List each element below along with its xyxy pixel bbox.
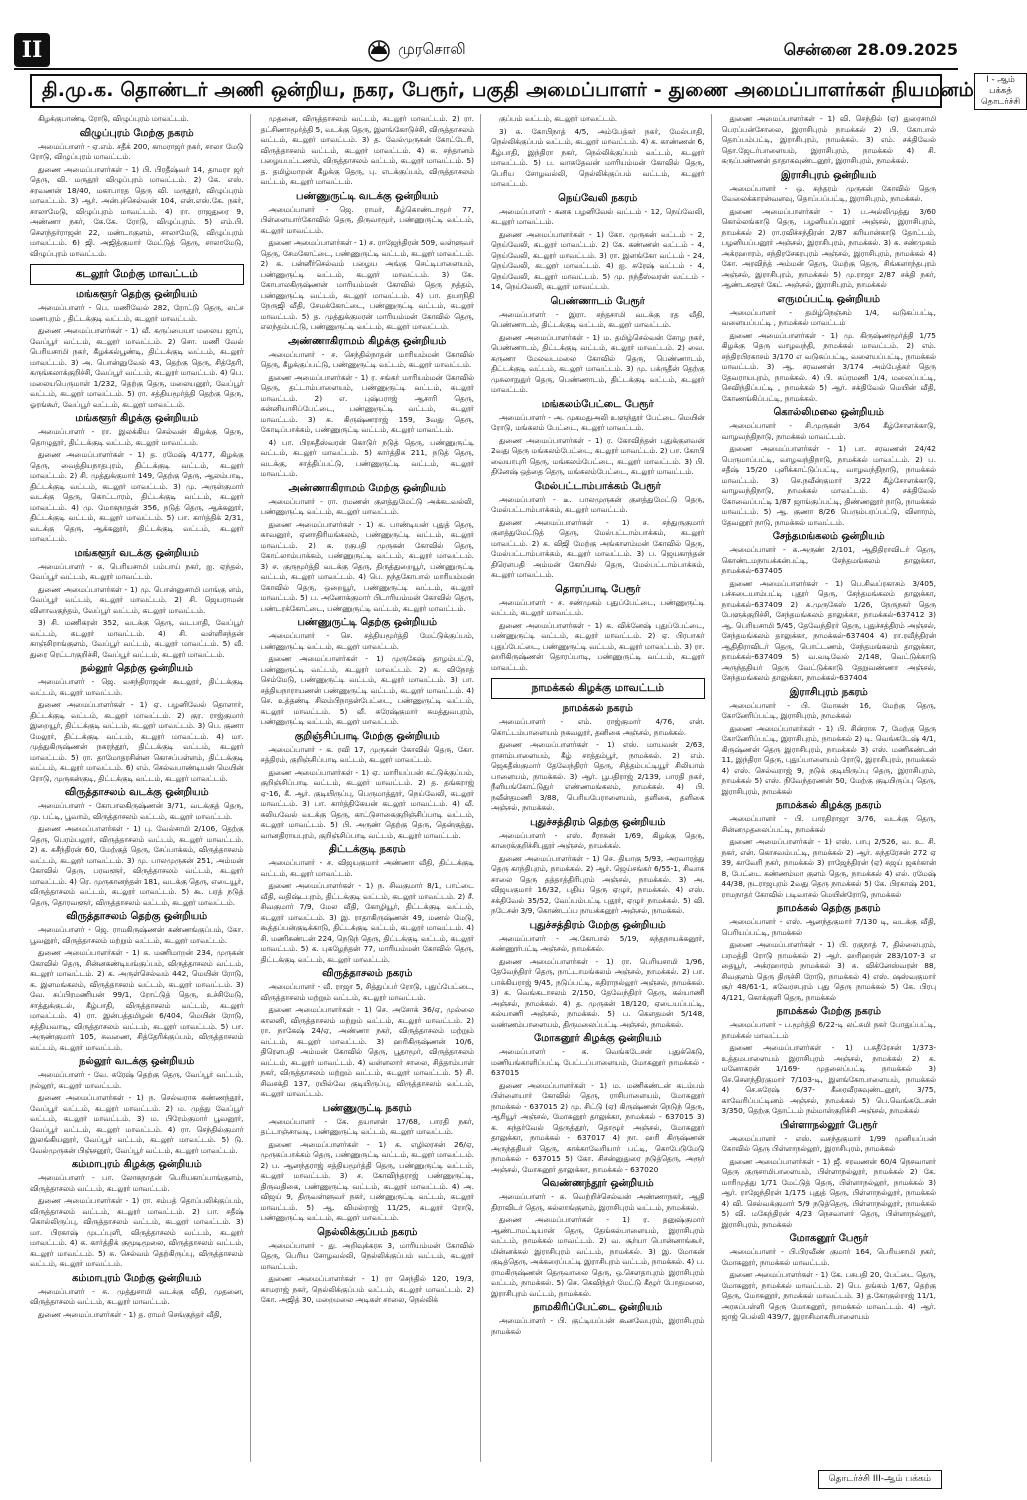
section-block (491, 481, 705, 581)
paragraph: அமைப்பாளர் - ஜெ. வசந்திராஜன் கூடலூர், திட்டக்குடி வட்டம், கடலூர் மாவட்டம். (30, 677, 244, 697)
paragraph: துணை அமைப்பாளர்கள் - 1) த. ராமர் செங்குந்தர் வீதி, (38, 1309, 222, 1319)
section-block (722, 1006, 937, 1117)
section-block (261, 1103, 475, 1224)
section-block (491, 1178, 705, 1299)
paragraph: துணை அமைப்பாளர்கள் - 1) ஏ. பழனிவேல் தொளார், திட்டக்குடி வட்டம், கடலூர் மாவட்டம். 2) குர. ராஜ்குமார் இறையூர், திட்டக்குடி வட்டம், கடலூர் மாவட்டம். 3) பெ. குணா மேலூர், திட்டக்குடி வட்டம், கடலூர் மாவட்டம். 4) மா. முத்துகிருஷ்ணன் நகரந்தூர், திட்டக்குடி வட்டம், கடலூர் மாவட்டம். 5) ரா. தாமோதரசின்ன கொசப்பள்ளம், திட்டக்குடி வட்டம், கடலூர் மாவட்டம். 6) எம். செல்வபாண்டியன் மெயின் ரோடு, முருகன்குடி, திட்டக்குடி வட்டம், கடலூர் மாவட்டம். (30, 700, 244, 783)
paragraph: துணை அமைப்பாளர்கள் - 1) ம. மணிகண்டன் கடம்பம் பிள்ளையார் கோவில் தெரு, ராசிபாளையம், மோகனூர் நாமக்கல் - 637015 2) மு. சிட்டு (ஏ) கிருஷ்ணன் நெடுந் தெரு, ஆரியூர் அஞ்சல், மோகனூர் தாலுக்கா, நாமக்கல் - 637015 3) க. சுந்தர்வேல் தெருத்தூர், தொழூர் அஞ்சல், மோகனூர் தாலுக்கா, நாமக்கல் - 637017 4) நா. ஹரி கிருஷ்ணன் அருந்ததியர் தெரு, காக்காவேரியார் பட்டி, கொபேடுமேடு நாமக்கல் - 637015 5) கோ. சிசன்னுதுரை நடுத்தெரு, அரூர் அஞ்சல், மோகனூர் தாலுக்கா, நாமக்கல் - 637020 (491, 1080, 705, 1174)
paragraph: துணை அமைப்பாளர்கள் - 1) க. விக்னேஷ் புதுப்பேட்டை, பண்ணுருட்டி வட்டம், கடலூர் மாவட்டம். 2) ஏ. பிரபாகர் புதுப்பேட்டை, பண்ணுருட்டி வட்டம், கடலூர் மாவட்டம். 3) ரா. ஹரிகிருஷ்ணன் தொரப்பாடி, பண்ணுருட்டி வட்டம், கடலூர் மாவட்டம். (491, 620, 705, 672)
section-block (491, 817, 705, 917)
section-block (722, 170, 937, 291)
paragraph: அமைப்பாளர் - இரா. சந்தசாமி வடக்கு ரத வீதி, பெண்ணாடம், திட்டக்குடி வட்டம், கடலூர் மாவட்டம். (491, 309, 705, 329)
paragraph: 3) சி. மணிகரன் 352, வடக்கு தெரு, வடபாதி, வேப்பூர் வட்டம், கடலூர் மாவட்டம். 4) சி. வள்ளிசந்தன் காஞ்சிராங்குளம், வேப்பூர் வட்டம், கடலூர் மாவட்டம். 5) வீ. துரை ரெட்டாகுறிச்சி, வேப்பூர் வட்டம், கடலூர் மாவட்டம். (30, 618, 244, 659)
section-block (491, 584, 705, 674)
paragraph: துணை அமைப்பாளர்கள் - 1) ந. செல்வராசு கண்ணந்தூர், வேப்பூர் வட்டம், கடலூர் மாவட்டம். 2) ம. முத்து வேப்பூர் வட்டம், கடலூர் மாவட்டம். 3) ம. பிரேம்குமார் பூவனூர், வேப்பூர் வட்டம், கடலூர் மாவட்டம். 4) ரா. செந்தில்குமார் இலங்கியனூர், வேப்பூர் வட்டம், கடலூர் மாவட்டம். 5) டு. வேல்முருகன் பிஞ்சனூர், வேப்பூர் வட்டம், கடலூர் மாவட்டம். (30, 1093, 244, 1155)
section-heading: விருத்தாசலம் தெற்கு ஒன்றியம் (66, 911, 208, 922)
continued-on-label: தொடர்ச்சி III-ஆம் பக்கம் (818, 1470, 942, 1489)
paragraph: துணை அமைப்பாளர்கள் - 1) வி. செந்தில் (ஏ) துரைசாமி பெரப்பன்சோலை, இராசிபுரம் நாமக்கல் 2) பி. கோபால் தொப்பம்பட்டி, இராசிபுரம், நாமக்கல். 3) எம். சக்திவேல் தொ.ஜேடர்பாளையம், இராசிபுரம், நாமக்கல் 4) சி. கருப்பண்ணன் தாதாகவுண்டனூர், இராசிபுரம், நாமக்கல். (721, 114, 936, 165)
paragraph: அமைப்பாளர் - பா. லோகநாதன் பெரியகாப்பாங்குளம், விருத்தாசலம் வட்டம், கடலூர் மாவட்டம். (30, 1173, 244, 1193)
section-block (261, 114, 475, 188)
paragraph: அமைப்பாளர் - க. ரவி 17, முருகன் கோவில் தெரு, கோ. சத்திரம், குறிஞ்சிப்பாடி வட்டம், கடலூர் மாவட்டம். (260, 744, 474, 764)
paragraph: அமைப்பாளர் - தமிழ்நெஞ்சம் 1/4, வடுகப்பட்டி, வளையப்பட்டி , நாமக்கல் மாவட்டம் (721, 307, 936, 327)
paragraph: அமைப்பாளர் - கனக பழனிவேல் வட்டம் - 12, நெய்வேலி, கடலூர் மாவட்டம். (491, 206, 705, 226)
text-column (30, 114, 251, 1462)
section-heading: மங்களூர் கிழக்கு ஒன்றியம் (75, 413, 199, 424)
paragraph: துணை அமைப்பாளர்கள் - 1) பா. சரவணன் 24/42 பெருமாப்பட்டி, வாழவந்திநாடு, நாமக்கல் மாவட்டம். 2) ப. சதீஷ் 15/20 புளிக்காட்டுப்பட்டி, வாழவந்திநாடு, நாமக்கல் மாவட்டம். 3) செ.நவீன்குமார் 3/22 கீழ்சோளக்காடு, வாழவந்திநாடு, நாமக்கல் மாவட்டம். 4) சக்திவேல் கோவைப்பட்டி 1/87 ஜாங்குப்பட்டி, திண்ணனூர் நாடு, நாமக்கல் மாவட்டம். 5) ஆ. குணா 8/26 பெரும்பரப்பட்டு, விளாரம், தேவனூர் நாடு, நாமக்கல் மாவட்டம். (721, 444, 936, 527)
paragraph: அமைப்பாளர் - கே. தயாளன் 17/68, பாரதி நகர், தட்டாஞ்சாவடி, பண்ணுருட்டி வட்டம், கடலூர் மாவட்டம். (260, 1116, 474, 1136)
dateline: சென்னை 28.09.2025 (783, 39, 958, 59)
section-heading: வெண்ணந்தூர் ஒன்றியம் (541, 1178, 654, 1189)
section-block (491, 703, 705, 814)
paragraph: முதனை, விருத்தாசலம் வட்டம், கடலூர் மாவட்டம். 2) ரா. தட்சிணாமூர்த்தி 5, வடக்கு தெரு, இளங்கோடுச்சி, விருத்தாசலம் வட்டம், கடலூர் மாவட்டம். 3) த. வேல்முருகன் கோட்டேரி, விருத்தாசலம் வட்டம், கடலூர் மாவட்டம். 4) க. சந்தானம் பழையபட்டணம், விருத்தாசலம் வட்டம், கடலூர் மாவட்டம். 5) த. தமிழ்மாறன் கீழக்கு தெரு, பு. எடக்குப்பம், விருத்தாசலம் வட்டம், கடலூர் மாவட்டம். (260, 114, 474, 186)
section-heading: மேல்பட்டாம்பாக்கம் பேரூர் (534, 480, 661, 492)
paragraph: துணை அமைப்பாளர்கள் - 1) பெ.சிவப்ரகாசம் 3/405, பச்சுடையாம்பட்டி புதூர் தெரு, சேந்தமங்கலம் தாலுக்கா, நாமக்கல்-637409 2) சு.முருகேஸ் 1/26, நேருநகர் தெரு பேளுக்குறிச்சி, சேந்தமங்கலம் தாலுக்கா, நாமக்கல்-637412 3) ஆ. பெரியசாமி 5/45, தேவேந்திரர் தெரு, புதுச்சத்திரம் அஞ்சல், சேந்தமங்கலம் தாலுக்கா, நாமக்கல்-637404 4) ரா.ரவீந்திரன் ஆதிதிராவிடர் தெரு, பொட்டணம், சேந்தமங்கலம் தாலுக்கா, நாமக்கல்-637409 5) வ.வடிவேல் 2/148, வெட்டுக்காடு அருந்ததியர் தெரு வேட்டுக்காடு தேறுவண்ணா அஞ்சல், சேந்தமங்கலம் தாலுக்கா, நாமக்கல்-637404 (721, 578, 936, 682)
paragraph: துணை அமைப்பாளர்கள் - 1) ரா. பெரியசாமி 1/96, தேவேந்திரர் தெரு, நாட்டாமங்கலம் அஞ்சல், நாமக்கல். 2) பா. பாக்கியராஜ் 9/45, நடுப்பட்டி, கதிராநல்லூர் அஞ்சல், நாமக்கல். 3) க. வெங்கடாசலம் 2/150, தேவேந்திரர் தெரு, கல்யாணி அஞ்சல், நாமக்கல். 4) த. முருகன் 18/120, ஏடையப்பட்டி, கல்யாணி அஞ்சல், நாமக்கல். 5) ப. கௌதமன் 5/148, வண்ணம்பாளையம், திருமலைப்பட்டி அஞ்சல், நாமக்கல். (491, 956, 705, 1029)
section-heading: புதுச்சத்திரம் தெற்கு ஒன்றியம் (530, 816, 666, 828)
paper-brand (368, 39, 466, 61)
section-heading: குறிஞ்சிப்பாடி மேற்கு ஒன்றியம் (294, 730, 440, 742)
section-heading: இராசிபுரம் ஒன்றியம் (781, 169, 877, 181)
rising-sun-icon (368, 39, 390, 61)
text-column (261, 114, 482, 1462)
section-heading: விழுப்புரம் மேற்கு நகரம் (79, 127, 194, 139)
paragraph: துணை அமைப்பாளர்கள் - 1) ஜீ. சரவணன் 60/4 நெசவாளர் தெரு குருசாமிபாளையம், பிள்ளாநல்லூர், நாமக்கல் 2) கே. மாரிமுத்து 1/71 மேட்டுத் தெரு, பிள்ளாநல்லூர், நாமக்கல் 3) ஆர். ராஜேந்திரன் 1/175 புதுத் தெரு, பிள்ளாநல்லூர், நாமக்கல் 4) வி. செல்வக்குமார் 5/9 நடுத்தெரு, பிள்ளாநல்லூர், நாமக்கல் 5) வி. மகேந்திரன் 4/23 நெசவாளர் தெரு, பிள்ளாநல்லூர், இராசிபுரம், நாமக்கல் (721, 1156, 936, 1229)
section-block (30, 787, 244, 908)
paragraph: அமைப்பாளர் - வீ. ராஜா 5, சித்துப்பர் ரோடு, புதுப்பேட்டை, விருத்தாசலம் மற்றும் வட்டம், கடலூர் மாவட்டம். (260, 982, 474, 1002)
section-heading: பண்ணுருட்டி தெற்கு ஒன்றியம் (297, 617, 438, 628)
paragraph: அமைப்பாளர் - ரா. இலக்கிய செல்வன் கிழக்கு தெரு, தொழுதூர், திட்டக்குடி வட்டம், கடலூர் மாவட்டம். (30, 427, 244, 447)
section-block (722, 687, 937, 798)
paragraph: அமைப்பாளர் - அ.கோபால் 5/19, சுந்தநாயக்கனூர், கண்ணூர்பட்டி அஞ்சல், நாமக்கல். (491, 933, 705, 953)
section-heading: நல்லூர் வடக்கு ஒன்றியம் (79, 1056, 195, 1067)
paragraph: அமைப்பாளர் - சு.அருண் 2/101, ஆதிதிராவிடர் தெரு, கொண்டமநாயக்கன்பட்டி, சேந்தமங்கலம் தாலுக்கா, நாமக்கல்-637405 (721, 545, 936, 575)
paragraph: அமைப்பாளர் - சு. பெரியசாமி பம்பாய் நகர், ஐ. ஏந்தல், வேப்பூர் வட்டம், கடலூர் மாவட்டம். (30, 561, 244, 581)
paragraph: அமைப்பாளர் - பி. மோகன் 16, மேற்கு தெரு, கோனேரிப்பட்டி, இராசிபுரம், நாமக்கல் (721, 700, 936, 720)
paragraph: துணை அமைப்பாளர்கள் - 1) க. மணிமாறன் 234, முருகன் கோவில் தெரு, சின்னகண்டியங்குப்பம், விருத்தாசலம் வட்டம், கடலூர் மாவட்டம். 2) க. அருள்செல்வம் 442, மெயின் ரோடு, க. இளமங்கலம், விருத்தாசலம் வட்டம், கடலூர் மாவட்டம். 3) வே. சுப்பிரமணியன் 99/1, ரோட்டுத் தெரு, உச்சிமேடு, சாத்துக்குடல், கீழ்பாதி, விருத்தாசலம் வட்டம், கடலூர் மாவட்டம். 4) ரா. இன்பத்தமிழன் 6/404, மெயின் ரோடு, சத்தியவாடி, விருத்தாசலம் வட்டம், கடலூர் மாவட்டம். 5) பா. அருண்குமார் 105, சுவணை, சித்தேரிக்குப்பம், விருத்தாசலம் வட்டம், கடலூர் மாவட்டம். (30, 948, 244, 1052)
paragraph: அமைப்பாளர் - பி.பிரவீண் குமார் 164, பெரியசாமி நகர், மோகனூர், நாமக்கல் மாவட்டம். (721, 1247, 936, 1267)
section-heading: பெண்ணாடம் பேரூர் (550, 295, 646, 307)
paragraph: துணை அமைப்பாளர்கள் - 1) கோ. முருகன் வட்டம் - 2, நெய்வேலி, கடலூர் மாவட்டம். 2) கே. கண்ணன் வட்டம் - 4, நெய்வேலி, கடலூர் மாவட்டம். 3) ரா. இளங்கோ வட்டம் - 24, நெய்வேலி, கடலூர் மாவட்டம். 4) ஐ. சுரேஷ் வட்டம் - 4, நெய்வேலி, கடலூர் மாவட்டம். 5) மு. நந்தீஸ்வரன் வட்டம் - 14, நெய்வேலி, கடலூர் மாவட்டம். (491, 229, 705, 291)
paragraph: துணை அமைப்பாளர்கள் - 1) த. ரமேஷ் 4/177, கிழக்கு தெரு, வைத்தியநாதபுரம், திட்டக்குடி வட்டம், கடலூர் மாவட்டம். 2) சி. முத்துக்குமார் 149, தெற்கு தெரு, ஆலம்பாடி, திட்டக்குடி வட்டம், கடலூர் மாவட்டம். 3) மு. அருள்குமார் வடக்கு தெரு, கொட்டாரம், திட்டக்குடி வட்டம், கடலூர் மாவட்டம். 4) மு. மோகநாதன் 356, நடுத் தெரு, ஆக்கனூர், திட்டக்குடி வட்டம், கடலூர் மாவட்டம். 5) பா. கார்த்திக் 2/31, வடக்கு தெரு, ஆக்கனூர், திட்டக்குடி வட்டம், கடலூர் மாவட்டம். (30, 450, 244, 543)
paragraph: அமைப்பாளர் - பி. பாரதிராஜா 3/76, வடக்கு தெரு, சின்னமுதலைப்பட்டி, நாமக்கல் (721, 814, 936, 834)
article-columns (30, 114, 942, 1462)
paragraph: துணை அமைப்பாளர்கள் - 1) எஸ். மாயவன் 2/63, ராசாம்பாளையம், கீழ் சாத்தம்பூர், நாமக்கல். 2) எம். ஜெகதீஸ்குமார் தேவேந்திரர் தெரு, சித்தம்பட்டியூர் சிலியாம் பாளையம், நாமக்கல். 3) ஆர். பூபதிராஜ் 2/139, பாரதி நகர், நீளியங்கோட்டுதுர் எண்ணமங்கலம், நாமக்கல். 4) பி. நவீன்தமணி 3/88, பெரியபேராளையம், தளிகை, தளிகை அஞ்சல், நாமக்கல். (491, 740, 705, 812)
section-heading: மோகனூர் கிழக்கு ஒன்றியம் (534, 1033, 662, 1044)
paragraph: அமைப்பாளர் - ச. விஜயகுமார் அண்ணா வீதி, திட்டக்குடி வட்டம், கடலூர் மாவட்டம். (260, 858, 474, 878)
section-block (722, 800, 937, 900)
paragraph: அமைப்பாளர் - சு. முத்துசாமி வடக்கு வீதி, முதனை, விருத்தாசலம் வட்டம், கடலூர் மாவட்டம். (30, 1286, 244, 1306)
section-heading: சேந்தமங்கலம் ஒன்றியம் (772, 531, 885, 542)
section-block (491, 399, 705, 478)
section-heading: விருத்தாசலம் வடக்கு ஒன்றியம் (64, 787, 209, 798)
paragraph: அமைப்பாளர் - ச. செந்தில்நாதன் மாரியம்மன் கோவில் தெரு, கீழக்குப்பட்டு, பண்ணுருட்டி வட்டம், கடலூர் மாவட்டம். (260, 349, 474, 369)
section-heading: நெல்லிக்குப்பம் நகரம் (317, 1226, 418, 1238)
paragraph: அமைப்பாளர் - சு. வெற்றிச்செல்வன் அண்ணாநகர், ஆதி திராவிடர் தெரு, கல்லாங்குளம், இராசிபுரம் வட்டம், நாமக்கல். (491, 1192, 705, 1212)
section-block (30, 413, 244, 545)
section-block (722, 903, 937, 1003)
section-block (491, 678, 705, 699)
section-block (30, 1056, 244, 1156)
paragraph: துணை அமைப்பாளர்கள் - 1) ம. தமிழ்செல்வன் சோழ நகர், பெண்ணாடம், திட்டக்குடி வட்டம், கடலூர் மாவட்டம். 2) வை. கருணா மேலவடமலை கோவில் தெரு, பெண்ணாடம், திட்டக்குடி வட்டம், கடலூர் மாவட்டம். 3) மு. பக்ருதீன் தெற்கு முசுலாநுதுர் தெரு, பெண்ணாடம், திட்டக்குடி வட்டம், கடலூர் மாவட்டம். (491, 332, 705, 394)
paragraph: அமைப்பாளர் - சி.முருகன் 3/64 கீழ்சோளக்காடு, வாழவந்திநாடு, நாமக்கல் மாவட்டம். (721, 421, 936, 441)
section-block (30, 114, 244, 125)
continued-from-label: I - ஆம் பக்கத் தொடர்ச்சி (974, 73, 1027, 110)
paragraph: துணை அமைப்பாளர்கள் - 1) ரா செந்தில் 120, 19/3, காமராஜ் நகர், நெல்லிக்குப்பம் வட்டம், கடலூர் மாவட்டம். 2) கோ. அஜித் 30, மறைமலை அடிகள் சாலை, நெல்லிக் (260, 1274, 474, 1304)
paragraph: துணை அமைப்பாளர்கள் - 1) ர. கோவிந்தன் புதுக்குளவன் 2வது தெரு மங்கலம்பேட்டை, கடலூர் மாவட்டம். 2) பா. கோபி வையாபுரி தெரு, மங்கலம்பேட்டை, கடலூர் மாவட்டம். 3) பி. தினேஷ் ஒத்தை தெரு, மங்கலம்பேட்டை, கடலூர் மாவட்டம். (491, 435, 705, 476)
section-block (491, 920, 705, 1031)
paragraph: அமைப்பாளர் - ஏ.எம். சதீக் 200, காமராஜர் நகர், சாலா மேடு ரோடு, விழுப்புரம் மாவட்டம். (30, 141, 244, 161)
district-heading: கடலூர் மேற்கு மாவட்டம் (30, 264, 244, 285)
paragraph: துணை அமைப்பாளர்கள் - 1) எஸ். பாபு 2/526, வ. உ. சி. நகர், என். கொசவம்பட்டி, நாமக்கல் 2) ஆர். சுந்தரேசன் 272 ஏ 39, காவேரி நகர், நாமக்கல் 3) ராஜேந்திரன் (ஏ) சுஜய் ஜகர்கான் 8, பேட்டை கண்ணம்மா குளம் தெரு, நாமக்கல் 4) எல். ரமேஷ் 44/38, நடராஜபுரம் 2வது தெரு நாமக்கல் 5) கே. பிரகாஷ் 201, ராமநாதர் கோவில் படிவாசல் மெயின்ரோடு, நாமக்கல் (721, 837, 936, 899)
section-heading: திட்டக்குடி நகரம் (328, 844, 406, 855)
section-heading: பண்ணுருட்டி வடக்கு ஒன்றியம் (296, 190, 439, 202)
paragraph: துணை அமைப்பாளர்கள் - 1) பு. வேல்சாமி 2/106, தெற்கு தெரு, பெரம்பலூர், விருத்தாசலம் வட்டம், கடலூர் மாவட்டம். 2) க. சுசீந்திரன் 60, மேற்குத் தெரு, சேப்பாக்கம், விருத்தாசலம் வட்டம், கடலூர் மாவட்டம். 3) மு. பாலமுருகன் 251, அம்மன் கோவில் தெரு, பரவளூர், விருத்தாசலம் வட்டம், கடலூர் மாவட்டம். 4) ரெ. முருகானந்தன் 181, வடக்கு தெரு, எடையூர், விருத்தாசலம் வட்டம், கடலூர் மாவட்டம். 5) கூ. பரத் நடுத் தெரு, தொரவளூர், விருத்தாசலம் வட்டம், கடலூர் மாவட்டம். (30, 824, 244, 907)
paragraph: அமைப்பாளர் - செ. சத்தியமூர்த்தி மேட்டுக்குப்பம், பண்ணுருட்டி வட்டம், கடலூர் மாவட்டம். (260, 631, 474, 651)
section-heading: மங்கலம்பேட்டை பேரூர் (541, 398, 654, 410)
section-block (30, 663, 244, 784)
paragraph: அமைப்பாளர் - பெ. மணிவேல் 282, ரோட்டு தெரு, லட்ச மணபுரம் , திட்டக்குடி வட்டம், கடலூர் மாவட்டம். (30, 303, 244, 323)
section-heading: நாமகிரிப்பேட்டை ஒன்றியம் (533, 1302, 663, 1313)
section-heading: மங்களூர் தெற்கு ஒன்றியம் (76, 289, 198, 300)
paper-name: முரசொலி (398, 40, 466, 58)
paragraph: துணை அமைப்பாளர்கள் - 1) பி. ரகுநாத் 7, தில்லைபுரம், பரமத்தி ரோடு நாமக்கல் 2) ஆர். ஹரிஹரன் 283/107-3 எ தையூர், அக்ரஹாரம் நாமக்கல் 3) சு. விக்னேஸ்வரன் 88, சிவகுளம் தெரு திருச்சி ரோடு, நாமக்கல் 4) எஸ். ஷஸ்வகுமார் சூர் 48/61-1, கவேரசபுரம் புது தெரு நாமக்கல் 5) கே. பிரபு 4/121, கொக்குளி தெரு, நாமக்கல் (721, 940, 936, 1002)
paragraph: துணை அமைப்பாளர்கள் - 1) ரா. சம்பத் தொப்பலிக்குப்பம், விருத்தாசலம் வட்டம், கடலூர் மாவட்டம். 2) பா. சதீஷ் கொல்லிருப்பு, விருத்தாசலம் வட்டம், கடலூர் மாவட்டம். 3) மா. பிரகாஷ் முடப்புளி, விருத்தாசலம் வட்டம், கடலூர் மாவட்டம். 4) க. கார்த்திக் குமூடிமூலை, விருத்தாசலம் வட்டம், கடலூர் மாவட்டம். 5) சு. செல்வம் தெற்கிருப்பு, விருத்தாசலம் வட்டம், கடலூர் மாவட்டம். (30, 1196, 244, 1268)
section-block (261, 731, 475, 842)
headline-box (30, 74, 1021, 108)
paragraph: அமைப்பாளர் - து. அறிவுக்கரசு 3, மாரியம்மன் கோவில் தெரு, பெரிய சோழவல்லி, நெல்லிக்குப்பம் வட்டம், கடலூர் மாவட்டம். (260, 1240, 474, 1271)
paragraph: 4) பா. பிரசுதீஸ்வரன் கொடுர் நடுத் தெரு, பண்ணுருட்டி வட்டம், கடலூர் மாவட்டம். 5) கார்த்திசு 211, நடுத் தெரு, வடக்கு, சாத்திப்பட்டு, பண்ணுருட்டி வட்டம், கடலூர் மாவட்டம். (260, 437, 474, 478)
section-heading: புதுச்சத்திரம் மேற்கு ஒன்றியம் (529, 919, 666, 931)
paragraph: துணை அமைப்பாளர்கள் - 1) ர. சங்கர் மாரியம்மன் கோவில் தெரு, தட்டாம்பாளையம், பண்ணுருட்டி வட்டம், கடலூர் மாவட்டம். 2) எ. புஷ்பராஜ் ஆசாரி தெரு, கன்னியாசிப்பேட்டை, பண்ணுருட்டி வட்டம், கடலூர் மாவட்டம். 3) சு. கிருஷ்ணராஜ் 159, 3வது தெரு, கோடிப்பாக்கம், பண்ணுருட்டி வட்டம், கடலூர் மாவட்டம். (260, 372, 474, 434)
paragraph: துணை அமைப்பாளர்கள் - 1) ச. ராஜேந்திரன் 509, வள்ளுவர் தெரு, சேமகோட்டை, பண்ணுருட்டி வட்டம், கடலூர் மாவட்டம். 2) க. பன்னீர்செல்வம் பழைய அங்கு செட்டிபாளையம், பண்ணுருட்டி வட்டம், கடலூர் மாவட்டம். 3) கே. கோபாலகிருஷ்ணன் மாரியம்மன் கோவில் தெரு நத்தம், பண்ணுருட்டி வட்டம், கடலூர் மாவட்டம். 4) பா. தயாநிதி நேருஜி வீதி, சேமக்கோட்டை, பண்ணுருட்டி வட்டம், கடலூர் மாவட்டம். 5) த. முத்துக்குமரன் மாரியம்மன் கோவில் தெரு, எலந்தம்பட்டு, பண்ணுருட்டி வட்டம், கடலூர் மாவட்டம். (260, 238, 474, 331)
paragraph: அமைப்பாளர் - ஜெ. ராமர், கீழ்கொண்டாமூர் 77, பிள்ளையார்கோவில் தெரு, திருவாமூர், பண்ணுருட்டி வட்டம், கடலூர் மாவட்டம். (260, 204, 474, 235)
section-block (30, 911, 244, 1053)
section-block (722, 1120, 937, 1231)
paragraph: துணை அமைப்பாளர்கள் - 1) பி. சின்ராசு 7, மேற்கு தெரு கோனேரிப்பட்டி, இராசிபுரம், நாமக்கல் 2) டி. வெங்கடேஷ் 4/1, கிருஷ்ணன் தெரு இராசிபுரம், நாமக்கல் 3) எஸ். மணிகண்டன் 11, இந்திரா தெரு, புதுப்பாளையம் ரோடு, இராசிபுரம், நாமக்கல் 4) எஸ். செல்வராஜ் 9, நடுக் குடியிருப்பு தெரு, இராசிபுரம், நாமக்கல் 5) எஸ். நிவேந்தரணன் 50, மேற்கு குடியிருப்பு தெரு, இராசிபுரம், நாமக்கல் (721, 723, 936, 796)
section-heading: கம்மாபுரம் கிழக்கு ஒன்றியம் (71, 1159, 202, 1170)
section-block (30, 1273, 244, 1321)
paragraph: அமைப்பாளர் - எஸ். சீராசுன் 1/69, கிழக்கு தெரு, காரைக்குறிச்சிபுதூர் அஞ்சல், நாமக்கல். (491, 830, 705, 850)
section-block (722, 531, 937, 684)
paragraph: துணை அமைப்பாளர்கள் - 1) முருகேஷ் தாழம்பட்டு, பண்ணுருட்டி வட்டம், கடலூர் மாவட்டம். 2) க. விநோத் செம்மேடு, பண்ணுருட்டி வட்டம், கடலூர் மாவட்டம். 3) பா. சத்தியநாராயணன் பண்ணுருட்டி வட்டம், கடலூர் மாவட்டம். 4) செ. உத்தண்டி சிலம்பிநாதன்பேட்டை, பண்ணுருட்டி வட்டம், கடலூர் மாவட்டம். 5) வீ. சுரேஷ்குமார் சுமத்துவபுரம், பண்ணுருட்டி வட்டம், கடலூர் மாவட்டம். (260, 654, 474, 726)
page-number: II (14, 33, 50, 67)
section-block (30, 548, 244, 661)
paragraph: துணை அமைப்பாளர்கள் - 1) பி. பிரதீஷ்வர் 14, தாமரா ஜர் தெரு, வி. மருதூர் விழுப்புரம் மாவட்டம். 2) கே. எஸ். சரவணன் 18/40, மகாபாரத தெரு வி. மருதூர், விழுப்புரம் மாவட்டம். 3) ஆர். அன்புச்செல்வன் 104, என்.எஸ்.கே. நகர், சாலாமேடு, விழுப்புரம் மாவட்டம். 4) ரா. ராஜதுரை 9, அண்ணா நகர், கே.கே. ரோடு, விழுப்புரம். 5) எம்.பி. செளந்தர்ராஜன் 22, மண்டாகுளம், சாலாமேடு, விழுப்புரம் மாவட்டம். 6) ஜி. அஜித்குமார் மேட்டுத் தெரு, சாலாமேடு, விழுப்புரம் மாவட்டம். (30, 164, 244, 258)
text-column (722, 114, 943, 1462)
section-heading: பிள்ளாநல்லூர் பேரூர் (780, 1119, 878, 1131)
paragraph: துணை அமைப்பாளர்கள் - 1) ஏ. மாரியப்பன் சுட்டுக்குப்பம், குறிஞ்சிப்பாடி வட்டம், கடலூர் மாவட்டம். 2) த. தங்கராஜ் ஏ-16, கீ. ஆர். குடியிருப்பு, பெருமாத்தூர், நெய்வேலி, கடலூர் மாவட்டம். 3) பா. கார்த்திகேயன் கடலூர் மாவட்டம். 4) வீ. கலியவேல் வடக்கு தெரு, காட்டுசாகைகுறிஞ்சிப்பாடி வட்டம், கடலூர் மாவட்டம். 5) பி. அருண் தெற்கு தெரு, தென்குத்து, வானதிராயபுரம், குறிஞ்சிப்பாடி வட்டம், கடலூர் மாவட்டம். (260, 767, 474, 840)
paragraph: துணை அமைப்பாளர்கள் - 1) வீ. கருப்பையா மலைய ஜாப், வேப்பூர் வட்டம், கடலூர் மாவட்டம். 2) சொ. மணி வேல் பெரியசாமி நகர், கீழக்கல்பூண்டி, திட்டக்குடி வட்டம், கடலூர் மாவட்டம். 3) அ. பொன்னுவேல் 43, தெற்கு தெரு, சித்தேரி, கருங்கலாக்குறிச்சி, வேப்பூர் வட்டம், கடலூர் மாவட்டம். 4) பெ. மலையபெருமாள் 1/232, தெற்கு தெரு, மலையனூர், வேப்பூர் வட்டம், கடலூர் மாவட்டம். 5) ரா. சத்தியமூர்த்தி தெற்கு தெரு, ஓரங்கூர், வேப்பூர் வட்டம், கடலூர் மாவட்டம். (30, 326, 244, 409)
district-heading: நாமக்கல் கிழக்கு மாவட்டம் (491, 678, 705, 699)
paragraph: துணை அமைப்பாளர்கள் - 1) செ. தியாகு 5/93, அரவாரத்து தெரு காந்திபுரம், நாமக்கல். 2) ஆர். ஜெய்சங்கர் 6/55-1, சிவாசு சாலை தெரு தத்தாத்திரிபுரம் அஞ்சல், நாமக்கல். 3) அ. விஜயகுமார் 16/32, புதிய தெரு ஏழுர், நாமக்கல். 4) எஸ். சக்திவேல் 35/52, வேப்பம்பட்டி புதூர், ஏழுர் நாமக்கல். 5) வி. நடேசன் 3/9, கொண்டப்ப நாயக்கனூர் அஞ்சல், நாமக்கல். (491, 853, 705, 915)
section-heading: கொல்லிமலை ஒன்றியம் (773, 407, 884, 418)
section-heading: நாமக்கல் கிழக்கு நகரம் (776, 800, 882, 811)
masthead (14, 32, 958, 68)
section-heading: எருமப்பட்டி ஒன்றியம் (777, 293, 881, 305)
paragraph: துணை அமைப்பாளர்கள் - 1) ப.அல்லிமுத்து 3/60 கொல்லங்காடு தெரு, பழனியப்பனூர் அஞ்சல், இராசிபுரம், நாமக்கல் 2) ரா.ரவிச்சந்திரன் 2/87 கரியான்காடு தோட்டம், பழனியப்பனூர் அஞ்சல், இராசிபுரம், நாமக்கல். 3) சு. சண்முகம் அக்ரஹாரம், சந்திரசேகரபுரம் அஞ்சல், இராசிபுரம், நாமக்கல் 4) கோ. அரவிந்த் அம்மன் தெரு, மேற்கு தெரு, சிங்களாந்தபுரம் அஞ்சல், இராசிபுரம், நாமக்கல் 5) மு.ராஜா 2/87 சக்தி நகர், ஆண்டகளூர் கேட் அஞ்சல், இராசிபுரம், நாமக்கல் (721, 206, 936, 289)
section-block (261, 191, 475, 333)
paragraph: அமைப்பாளர் - எம். ராஜ்குமார் 4/76, என். கொட்டம்பாளையம் நகவலூர், தனிகை அஞ்சல், நாமக்கல். (491, 717, 705, 737)
section-block (30, 128, 244, 260)
paragraph: அமைப்பாளர் - ஜெ. ராமகிருஷ்ணன் கண்ணங்குப்பம், கோ. பூவனூர், விருத்தாசலம் மற்றும் வட்டம், கடலூர் மாவட்டம். (30, 925, 244, 945)
paragraph: கிழக்குபாண்டி ரோடு, விழுப்புரம் மாவட்டம். (38, 114, 189, 123)
section-block (722, 1233, 937, 1323)
paragraph: அமைப்பாளர் - எஸ். ஆனந்தகுமார் 7/130 டி, வடக்கு வீதி, பெரியப்பட்டி, நாமக்கல் (721, 917, 936, 937)
section-heading: அண்ணாகிராமம் கிழக்கு ஒன்றியம் (288, 335, 447, 347)
section-heading: நாமக்கல் மேற்கு நகரம் (776, 1006, 882, 1017)
section-heading: மோகனூர் பேரூர் (789, 1233, 868, 1244)
paragraph: அமைப்பாளர் - கோபாலகிருஷ்ணன் 3/71, வடக்குத் தெரு, மு. பட்டி, பூவாம், விருத்தாசலம் வட்டம், கடலூர் மாவட்டம். (30, 801, 244, 821)
paragraph: அமைப்பாளர் - ஒ. சுந்தரம் முருகன் கோவில் தெரு வேலைக்காரன்வளவு, தொப்பப்பட்டி, இராசிபுரம், நாமக்கல். (721, 183, 936, 203)
section-block (261, 483, 475, 615)
paragraph: துணை அமைப்பாளர்கள் - 1) ச. சந்துருகுமார் குளத்துமேட்டுத் தெரு, மேல்பட்டாம்பாக்கம், கடலூர் மாவட்டம். 2) க. விஜி மேற்கு அங்காளம்மன் கோவில் தெரு, மேல்பட்டாம்பாக்கம், கடலூர் மாவட்டம். 3) ப. ஜெயகாந்தன் திரௌபதி அம்மன் கோயில் தெரு, மேல்பட்டாம்பாக்கம், கடலூர் மாவட்டம். (491, 517, 705, 579)
paragraph: துணை அமைப்பாளர்கள் - 1) மு. கிருஷ்ணமூர்த்தி 1/75 கிழக்கு தெரு வாழவந்தி, நாமக்கல் மாவட்டம். 2) எம். சந்திரபிரகாசம் 3/170 எ வடுகப்பட்டி, வளையப்பட்டி, நாமக்கல் மாவட்டம். 3) ஆ. சரவணன் 3/174 அம்பேத்கர் தெரு தேவராயபுரம், நாமக்கல். 4) பி. சுப்ரமணி 1/4, மலைப்பட்டி, செவிந்திப்பட்டி , நாமக்கல் 5) ஆர். சக்திவேல் மெயின் வீதி, கோணங்கிப்பட்டி, நாமக்கல். (721, 330, 936, 403)
paragraph: அமைப்பாளர் - க. வெங்கடேசன் புதுக்கெடு, மணியங்காளிப்பட்டி பேட்டப்பாளையம், மோகனூர் நாமக்கல் - 637015 (491, 1047, 705, 1077)
section-block (722, 294, 937, 405)
section-heading: மங்களூர் வடக்கு ஒன்றியம் (74, 547, 199, 559)
section-block (722, 407, 937, 528)
paragraph: அமைப்பாளர் - வே. சுரேஷ் தெற்கு தெரு, வேப்பூர் வட்டம், நல்லூர், கடலூர் மாவட்டம். (30, 1070, 244, 1090)
paragraph: அமைப்பாளர் - எஸ். வசந்தகுமார் 1/99 முனியப்பன் கோவில் தெரு பிள்ளாநல்லூர், இராசிபுரம், நாமக்கல் (721, 1133, 936, 1153)
section-block (30, 1159, 244, 1270)
section-block (491, 1033, 705, 1175)
section-heading: பண்ணுருட்டி நகரம் (322, 1102, 412, 1114)
section-heading: நல்லூர் தெற்கு ஒன்றியம் (80, 663, 193, 674)
paragraph: துணை அமைப்பாளர்கள் - 1) க. எழிலரசன் 26/ஏ, முருகப்பாக்கம் தெரு, பண்ணுருட்டி வட்டம், கடலூர் மாவட்டம். 2) ப. ஆனந்தராஜ் சத்தியமூர்த்தி தெரு, பண்ணுருட்டி வட்டம், கடலூர் மாவட்டம். 3) ச. கோவிந்தராஜ் பண்ணுருட்டி, திருவதிகை, பண்ணுருட்டி வட்டம், கடலூர் மாவட்டம். 4) அ. விஜய் 9, திருவள்ளுவர் நகர், பண்ணுருட்டி வட்டம், கடலூர் மாவட்டம். 5) ஆ. விமல்ராஜ் 11/25, கடலூர் ரோடு, பண்ணுருட்டி வட்டம், கடலூர் மாவட்டம். (260, 1139, 474, 1222)
section-heading: தொரப்பாடி பேரூர் (555, 583, 641, 595)
paragraph: அமைப்பாளர் - பி. குட்டியப்பன் கூனவேபுரம், இராசிபுரம் நாமக்கல் (491, 1316, 705, 1336)
section-heading: கம்மாபுரம் மேற்கு ஒன்றியம் (72, 1272, 202, 1284)
paragraph: துணை அமைப்பாளர்கள் - 1) மு. பொன்னுசாமி மாங்கு ளம், வேப்பூர் வட்டம், கடலூர் மாவட்டம். 2) சி. ஜெயராமன் விளாவகுந்தம், வேப்பூர் வட்டம், கடலூர் மாவட்டம். (30, 584, 244, 615)
section-block (261, 1227, 475, 1306)
section-heading: அண்ணாகிராமம் மேற்கு ஒன்றியம் (288, 482, 446, 494)
paragraph: துணை அமைப்பாளர்கள் - 1) ந. சிவகுமார் 8/1, பாட்டை வீதி, வதிஷ்டபுரம், திட்டக்குடி வட்டம், கடலூர் மாவட்டம். 2) சீ. சிவகுமார் 7/9, மேல வீதி, கோழியூர், திட்டக்குடி வட்டம், கடலூர் மாவட்டம். 3) இ. ராதாகிருஷ்ணன் 49, மணல் மேடு, கூத்தப்பன்குடிக்காடு, திட்டக்குடி வட்டம், கடலூர் மாவட்டம். 4) சி. மணிகண்டன் 224, நெடுந் தெரு, திட்டக்குடி வட்டம், கடலூர் மாவட்டம். 5) க. புகழேந்தன் 77, மாரியம்மன் கோவில் தெரு, திட்டக்குடி வட்டம், கடலூர் மாவட்டம். (260, 881, 474, 964)
paragraph: அமைப்பாளர் - அ. முகமதுஅலி உளுந்தூர் பேட்டை மெயின் ரோடு, மங்கலம் பேட்டை, கடலூர் மாவட்டம். (491, 412, 705, 432)
paragraph: அமைப்பாளர் - ச. சண்முகம் புதுப்பேட்டை, பண்ணுருட்டி வட்டம், கடலூர் மாவட்டம். (491, 597, 705, 617)
section-heading: நாமக்கல் தெற்கு நகரம் (776, 903, 881, 914)
paragraph: குப்பம் வட்டம், கடலூர் மாவட்டம். (499, 114, 618, 123)
section-block (722, 114, 937, 167)
paragraph: அமைப்பாளர் - ப.மூர்த்தி 6/22-டி லட்சுமி நகர் போதுப்பட்டி, நாமக்கல் மாவட்டம் (721, 1020, 936, 1040)
section-heading: விருத்தாசலம் நகரம் (322, 968, 413, 979)
headline: தி.மு.க. தொண்டர் அணி ஒன்றிய, நகர, பேரூர், பகுதி அமைப்பாளர் - துணை அமைப்பாளர்கள் நியமனம் (42, 78, 974, 101)
paragraph: அமைப்பாளர் - ரா. ரமணன் குளத்துமேட்டு அக்கடவல்லி, பண்ணுருட்டி வட்டம், கடலூர் மாவட்டம். (260, 496, 474, 516)
paragraph: துணை அமைப்பாளர்கள் - 1) செ. அசோக் 36/ஏ, முல்லை காலனி, விருத்தாசலம் மற்றும் வட்டம், கடலூர் மாவட்டம். 2) ரா. நாகேஷ் 24/ஏ, அண்ணா நகர், விருத்தாசலம் மற்றும் வட்டம், கடலூர் மாவட்டம். 3) ஹரிகிருஷ்ணன் 10/6, திரௌபதி அம்மன் கோவில் தெரு, பூதாமூர், விருத்தாசலம் வட்டம், கடலூர் மாவட்டம். 4) வள்ளலார் சாலை, சித்தாம்பாள் நகர், விருத்தாசலம் மற்றும் வட்டம், கடலூர் மாவட்டம். 5) சி. சிவசக்தி 137, ரயில்வே குடியிருப்பு, விருத்தாசலம் வட்டம், கடலூர் மாவட்டம். (260, 1005, 474, 1098)
paragraph: துணை அமைப்பாளர்கள் - 1) கே. பசுபதி 20, பேட்டை தெரு, மோகனூர், நாமக்கல் மாவட்டம். 2) பெ. தங்கம் 1/67, தெற்கு தெரு, மோகனூர், நாமக்கல் மாவட்டம். 3) த.கோகுல்ராஜ் 11/1, அரசுப்பள்ளி தெரு மோகனூர், நாமக்கல் மாவட்டம். 4) ஆர். ஜாஜ் பெல்லி 439/7, இராசிமாகரிபாளையம் (721, 1270, 936, 1321)
paragraph: துணை அமைப்பாளர்கள் - 1) ர. தனுஷ்குமார் ஆண்டாமட்டியான் தெரு, தேங்கல்பாளையம், இராசிபுரம் வட்டம், நாமக்கல் மாவட்டம். 2) வ. சூர்யா பொன்னாங்கூர், மின்னக்கல் இராசிபுரம் வட்டம், நாமக்கல். 3) இ. மோகன் குடித்தெரு, அக்கரைப்பட்டி இராசிபுரம் வட்டம், நாமக்கல். 4) ப. ராமகிருஷ்ணன் தெருவாலை தெரு, ஒ.சௌதாபுரம் இராசிபுரம் வட்டம், நாமக்கல். 5) செ. கெவிந்தர் மேட்டு கீழூர் போதமலை, இராசிபுரம் வட்டம், நாமக்கல். (491, 1215, 705, 1298)
paragraph: அமைப்பாளர் - டீ. பாலமுருகன் குளத்துமேட்டு தெரு, மேல்பட்டாம்பாக்கம், கடலூர் மாவட்டம். (491, 494, 705, 514)
section-heading: நெய்வேலி நகரம் (558, 192, 638, 204)
masthead-rule (14, 68, 958, 70)
section-block (491, 296, 705, 396)
section-block (30, 264, 244, 285)
section-block (30, 289, 244, 410)
section-block (491, 1302, 705, 1337)
paragraph: துணை அமைப்பாளர்கள் - 1) க. பாண்டியன் புதுத் தெரு, காவனூர், ஏனாதிரிமங்கலம், பண்ணுருட்டி வட்டம், கடலூர் மாவட்டம். 2) க. ரகுபதி முருகன் கோவில் தெரு, கோட்லாம்பாக்கம், பண்ணுருட்டி வட்டம், கடலூர் மாவட்டம். 3) ச. குருமூர்த்தி வடக்கு தெரு, திருத்துறையூர், பண்ணுருட்டி வட்டம், கடலூர் மாவட்டம். 4) பெ. நந்தகோபால் மாரியம்மன் கோவில் தெரு, ஒறையூர், பண்ணுருட்டி வட்டம், கடலூர் மாவட்டம். 5) ப. அனோக்குமார் பிடாரியம்மன் கோவில் தெரு, பண்டரக்கோட்டை, பண்ணுருட்டி வட்டம், கடலூர் மாவட்டம். (260, 519, 474, 613)
section-block (261, 844, 475, 965)
text-column (491, 114, 712, 1462)
section-block (491, 114, 705, 190)
section-block (261, 617, 475, 728)
paragraph: துணை அமைப்பாளர்கள் - 1) ப.சுதீரேசன் 1/373-உத்தமபாளையம் இராசிபுரம் அஞ்சல், நாமக்கல் 2) க. மனோகரன் 1/169- முதலைப்பட்டி நாமக்கல் 3) செ.சௌந்திரகுமார் 7/103-டி, இளங்கோபாளையம், நாமக்கல் 4) செ.சுரேஷ் 6/37- கீரைவீரகவுண்டனூர், 3/75, காவேரிப்பட்டினம் அஞ்சல், நாமக்கல் 5) பெ.வெங்கடேசன் 3/350, தெற்கு தோட்டம் நம்மாள்குறிச்சி அஞ்சல், நாமக்கல் (721, 1043, 936, 1115)
section-heading: நாமக்கல் நகரம் (562, 703, 633, 714)
section-block (261, 968, 475, 1100)
section-heading: இராசிபுரம் நகரம் (789, 686, 868, 698)
section-block (491, 193, 705, 293)
paragraph: 3) சு. கோபிநாத் 4/5, அம்பேத்கர் நகர், மேல்பாதி, நெல்லிக்குப்பம் வட்டம், கடலூர் மாவட்டம். 4) க. காண்ணன் 6, கீழ்பாதி, இந்திரா நகர், நெல்லிக்குப்பம் வட்டம், கடலூர் மாவட்டம். 5) ப. வாசுதேவன் மாரியம்மன் கோவில் தெரு, பெரிய சோழவல்லி, நெல்லிக்குப்பம் வட்டம், கடலூர் மாவட்டம். (491, 126, 705, 188)
section-block (261, 336, 475, 480)
